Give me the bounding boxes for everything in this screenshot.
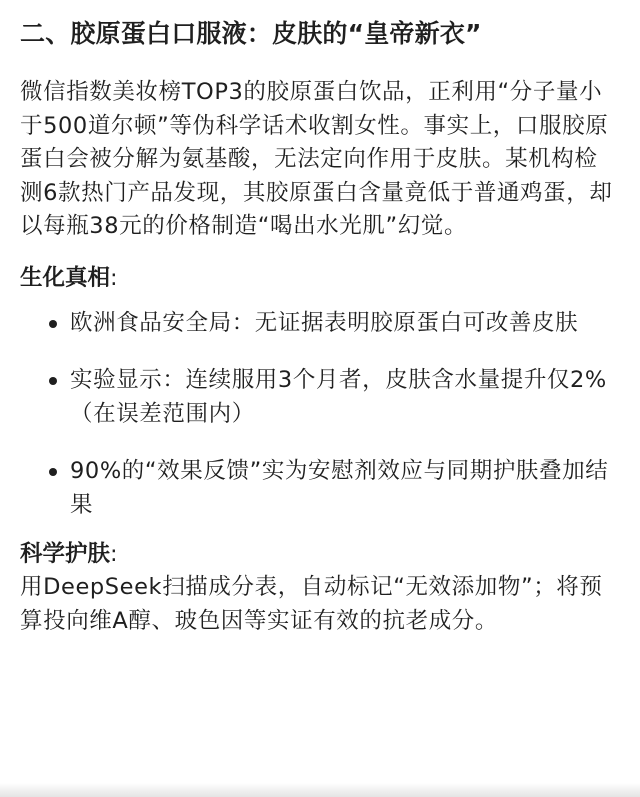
bullet-dot-icon	[49, 377, 57, 385]
list-item	[20, 307, 620, 341]
section-heading: 二、胶原蛋白口服液：皮肤的“皇帝新衣”	[20, 19, 482, 48]
biochem-truth-label	[20, 262, 620, 295]
list-item-text: 90%的“效果反馈”实为安慰剂效应与同期护肤叠加结果	[70, 458, 609, 518]
science-skincare-title: 科学护肤	[20, 541, 111, 567]
science-skincare-colon: :	[110, 541, 118, 567]
bullet-dot-icon	[49, 468, 57, 476]
bullet-dot-icon	[49, 320, 57, 328]
list-item	[20, 364, 620, 431]
biochem-truth-list	[20, 307, 620, 523]
list-item	[20, 455, 620, 522]
biochem-truth-colon: :	[110, 264, 118, 291]
list-item-text: 欧洲食品安全局：无证据表明胶原蛋白可改善皮肤	[70, 309, 579, 336]
list-item-text: 实验显示：连续服用3个月者，皮肤含水量提升仅2%（在误差范围内）	[70, 367, 607, 427]
intro-paragraph: 微信指数美妆榜TOP3的胶原蛋白饮品，正利用“分子量小于500道尔顿”等伪科学话术收割女性。事实上，口服胶原蛋白会被分解为氨基酸，无法定向作用于皮肤。某机构检测6款热门产品发现，其胶原蛋白含量竟低于普通鸡蛋，却以每瓶38元的价格制造“喝出水光肌”幻觉。	[20, 79, 613, 239]
science-skincare-label	[20, 538, 620, 571]
biochem-truth-title: 生化真相	[20, 264, 111, 291]
bottom-fade	[0, 783, 640, 797]
science-skincare-paragraph: 用DeepSeek扫描成分表，自动标记“无效添加物”；将预算投向维A醇、玻色因等实证有效的抗老成分。	[20, 574, 603, 634]
